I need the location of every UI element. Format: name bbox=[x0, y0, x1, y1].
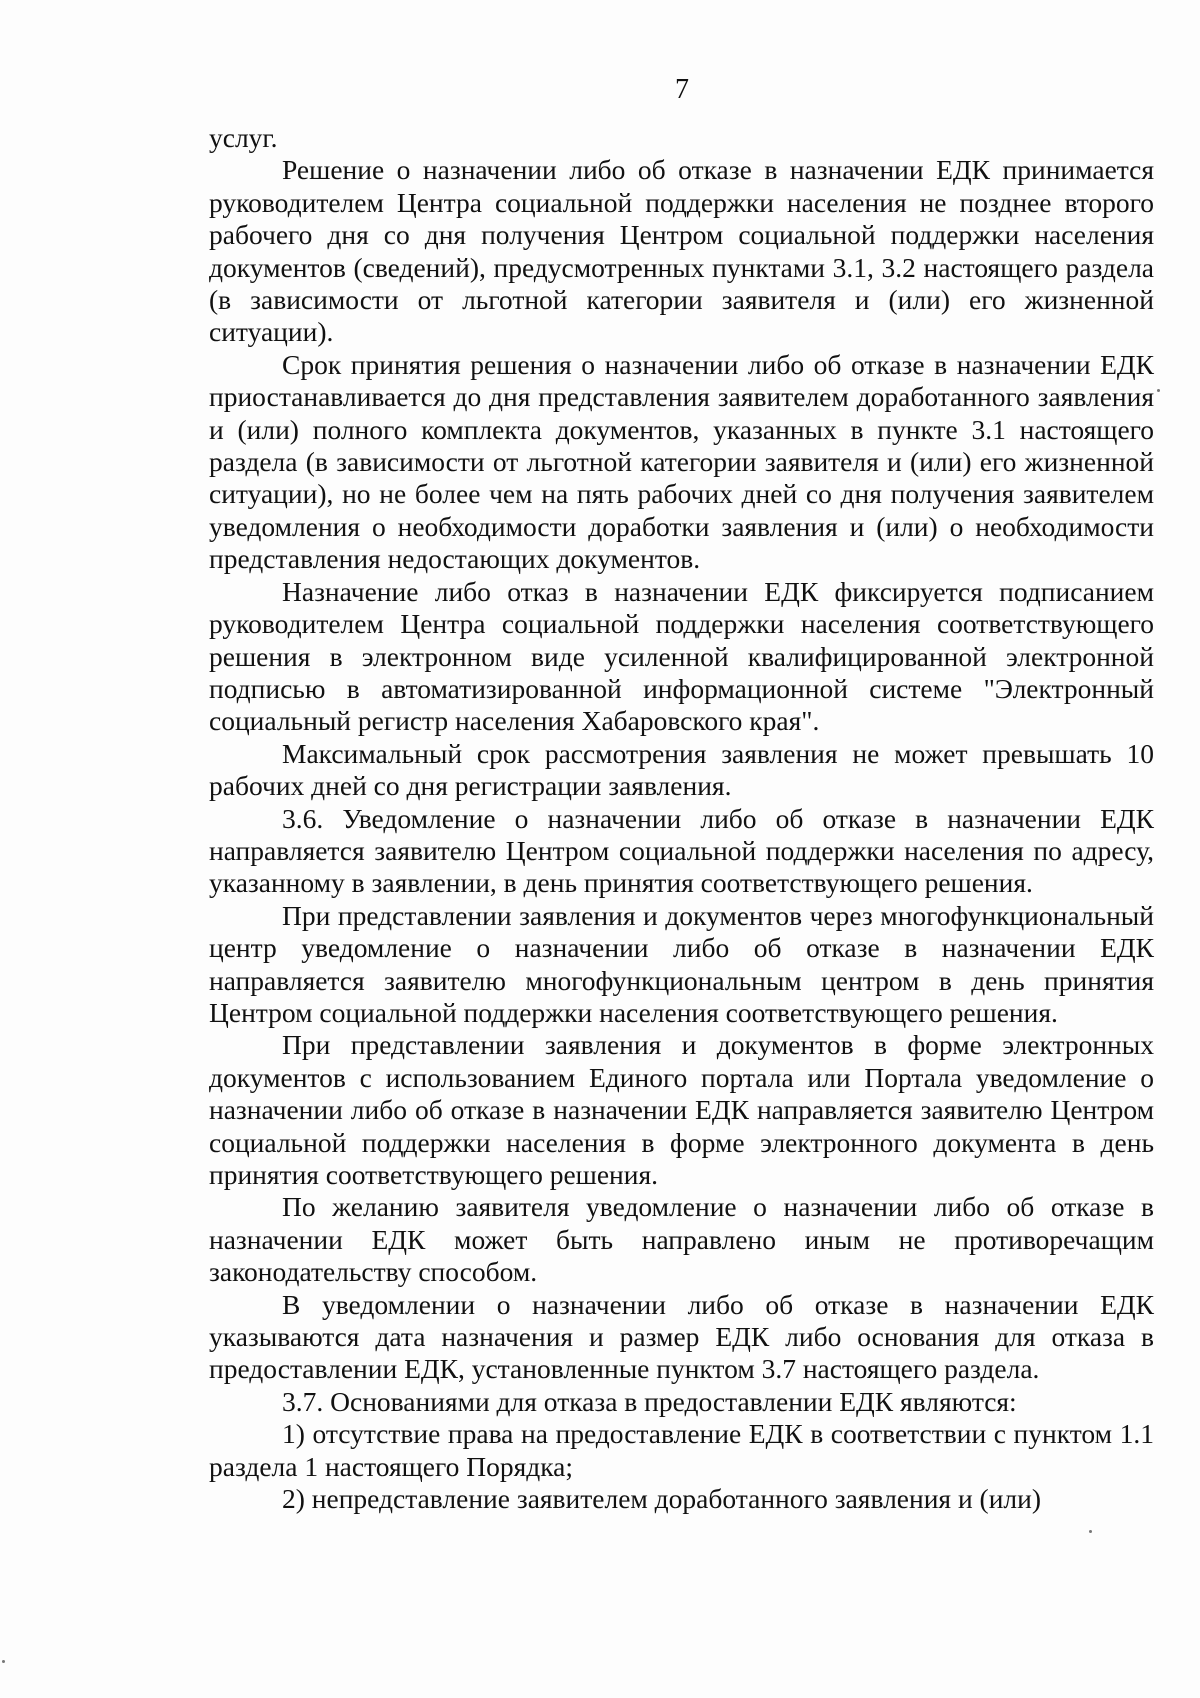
paragraph-decision: Решение о назначении либо об отказе в назначении ЕДК принимается руководителем Центра социальной поддержки населения не позднее второго рабочего дня со дня получения Центром социальной поддержки населения документов (сведений), предусмотренных пунктами 3.1, 3.2 настоящего раздела (в зависимости от льготной категории заявителя и (или) его жизненной ситуации). bbox=[209, 154, 1154, 348]
paragraph-signature: Назначение либо отказ в назначении ЕДК фиксируется подписанием руководителем Центра социальной поддержки населения соответствующего решения в электронном виде усиленной квалифицированной электронной подписью в автоматизированной информационной системе "Электронный социальный регистр населения Хабаровского края". bbox=[209, 575, 1154, 737]
scan-mark bbox=[1157, 389, 1160, 392]
paragraph-mfc-notification: При представлении заявления и документов через многофункциональный центр уведомление о назначении либо об отказе в назначении ЕДК направляется заявителю многофункциональным центром в день принятия Центром социальной поддержки населения соответствующего решения. bbox=[209, 899, 1154, 1028]
document-body bbox=[209, 122, 1154, 1515]
paragraph-continuation: услуг. bbox=[209, 122, 278, 153]
scan-mark bbox=[2, 1660, 5, 1663]
paragraph-3-7-grounds: 3.7. Основаниями для отказа в предоставлении ЕДК являются: bbox=[282, 1385, 1017, 1417]
paragraph-3-6-notification: 3.6. Уведомление о назначении либо об отказе в назначении ЕДК направляется заявителю Центром социальной поддержки населения по адресу, указанному в заявлении, в день принятия соответствующего решения. bbox=[209, 802, 1154, 899]
list-item-1: 1) отсутствие права на предоставление ЕДК в соответствии с пунктом 1.1 раздела 1 настоящего Порядка; bbox=[209, 1418, 1154, 1482]
paragraph-max-term: Максимальный срок рассмотрения заявления не может превышать 10 рабочих дней со дня регистрации заявления. bbox=[209, 737, 1154, 802]
scan-mark bbox=[1089, 1530, 1092, 1533]
paragraph-electronic-notification: При представлении заявления и документов в форме электронных документов с использованием Единого портала или Портала уведомление о назначении либо об отказе в назначении ЕДК направляется заявителю Центром социальной поддержки населения в форме электронного документа в день принятия соответствующего решения. bbox=[209, 1029, 1154, 1190]
page-number: 7 bbox=[675, 74, 689, 105]
paragraph-other-method: По желанию заявителя уведомление о назначении либо об отказе в назначении ЕДК может быть направлено иным не противоречащим законодательству способом. bbox=[209, 1191, 1154, 1288]
list-item-2: 2) непредставление заявителем доработанного заявления и (или) bbox=[282, 1483, 1042, 1515]
paragraph-notification-content: В уведомлении о назначении либо об отказе в назначении ЕДК указываются дата назначения и размер ЕДК либо основания для отказа в предоставлении ЕДК, установленные пунктом 3.7 настоящего раздела. bbox=[209, 1288, 1154, 1385]
paragraph-suspension-term: Срок принятия решения о назначении либо об отказе в назначении ЕДК приостанавливается до дня представления заявителем доработанного заявления и (или) полного комплекта документов, указанных в пункте 3.1 настоящего раздела (в зависимости от льготной категории заявителя и (или) его жизненной ситуации), но не более чем на пять рабочих дней со дня получения заявителем уведомления о необходимости доработки заявления и (или) о необходимости представления недостающих документов. bbox=[209, 348, 1154, 575]
